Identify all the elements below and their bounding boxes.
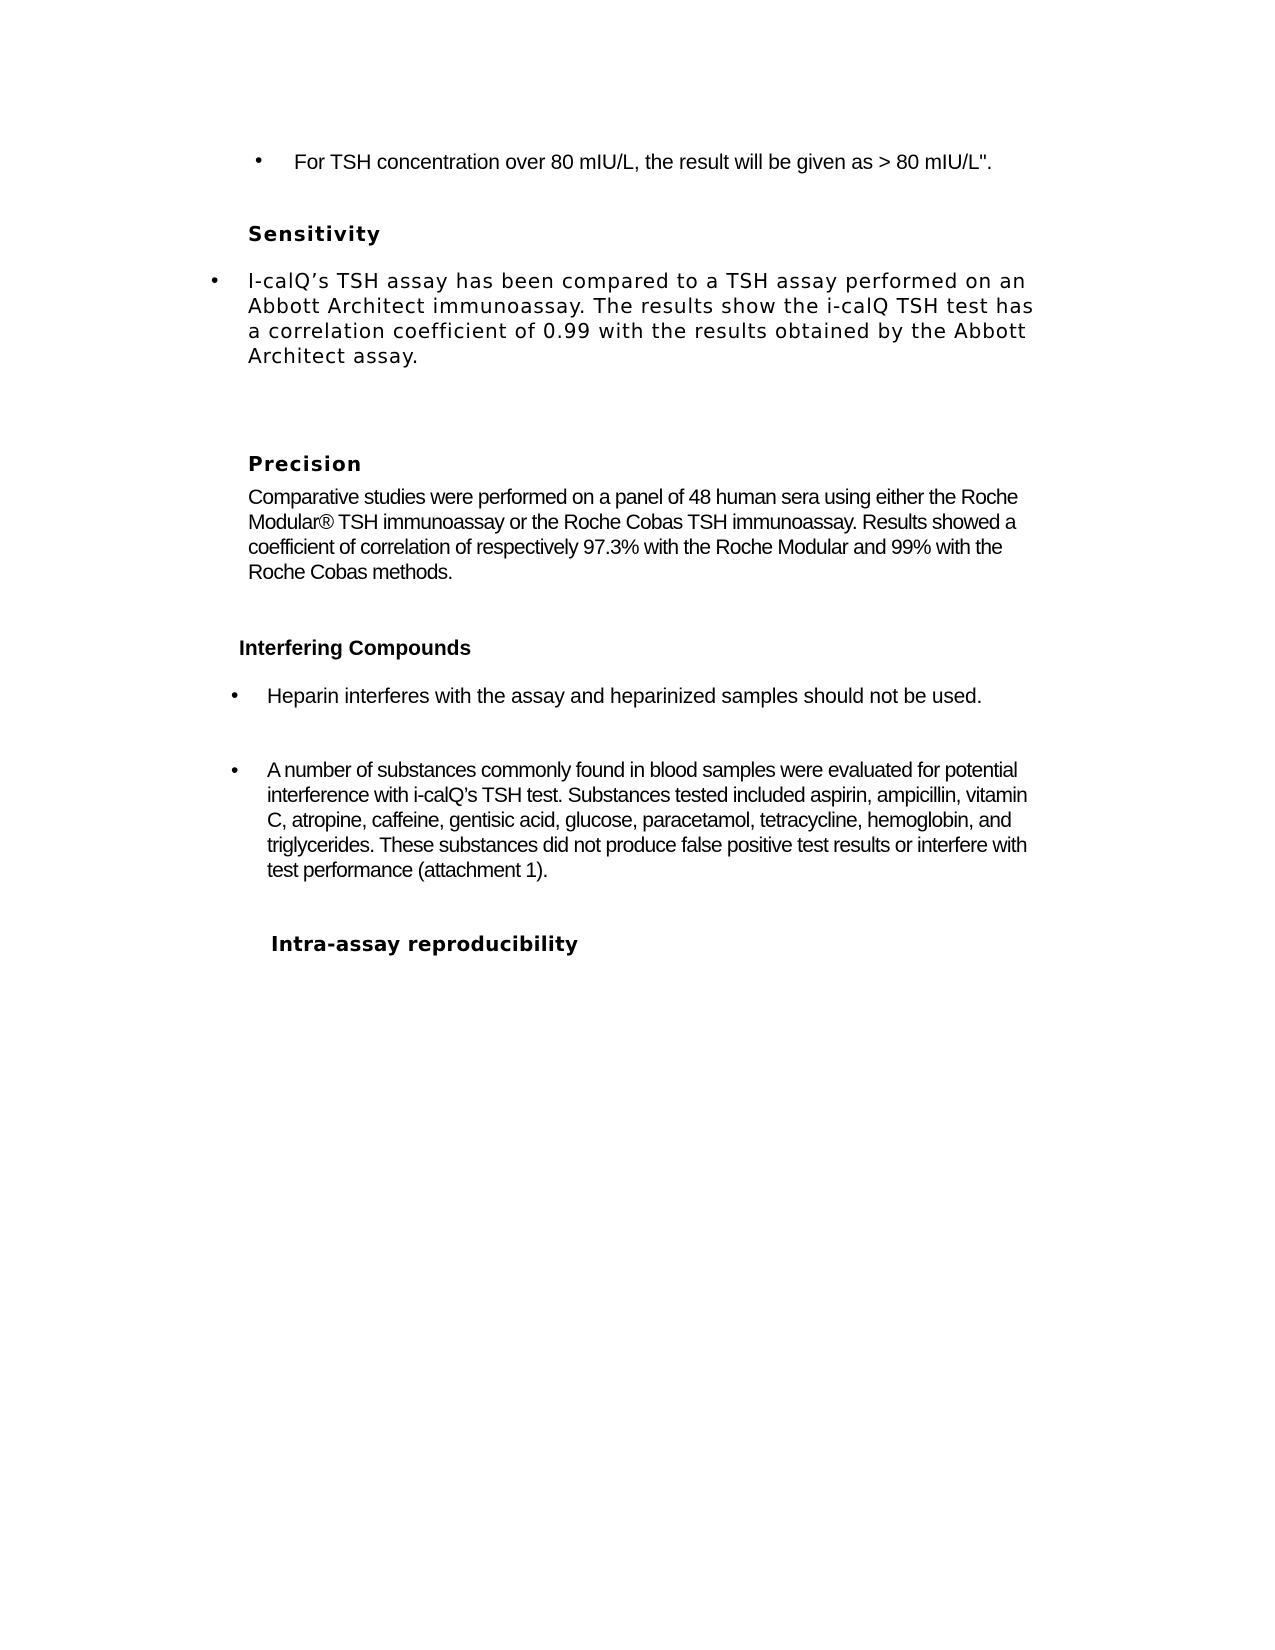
sensitivity-text: I-calQ’s TSH assay has been compared to a TSH assay performed on an Abbott Architect immunoassay. The results show the i-calQ TSH test has a correlation coefficient of 0.99 with the results obtained by the Abbott Architect assay. — [248, 269, 1034, 368]
bullet-marker: • — [211, 269, 219, 292]
bullet-marker: • — [231, 759, 239, 782]
interfering-heading: Interfering Compounds — [239, 637, 472, 660]
top-bullet-text: For TSH concentration over 80 mIU/L, the result will be given as > 80 mIU/L". — [294, 151, 993, 174]
intra-assay-heading: Intra-assay reproducibility — [271, 932, 579, 956]
precision-heading: Precision — [248, 452, 363, 476]
precision-paragraph: Comparative studies were performed on a panel of 48 human sera using either the Roche Modular® TSH immunoassay or the Roche Cobas TSH immunoassay. Results showed a coefficient of correlation of respectively 97.3% with the Roche Modular and 99% with the Roche Cobas methods. — [248, 486, 1018, 584]
interfering-item-heparin: Heparin interferes with the assay and heparinized samples should not be used. — [267, 685, 983, 708]
interfering-item-substances: A number of substances commonly found in blood samples were evaluated for potential interference with i-calQ’s TSH test. Substances tested included aspirin, ampicillin, vitamin C, atropine, caffeine, gentisic acid, glucose, paracetamol, tetracycline, hemoglobin, and triglycerides. These substances did not produce false positive test results or interfere with test performance (attachment 1). — [267, 759, 1028, 882]
sensitivity-heading: Sensitivity — [248, 222, 382, 246]
bullet-marker: • — [255, 149, 263, 172]
bullet-marker: • — [231, 684, 239, 707]
